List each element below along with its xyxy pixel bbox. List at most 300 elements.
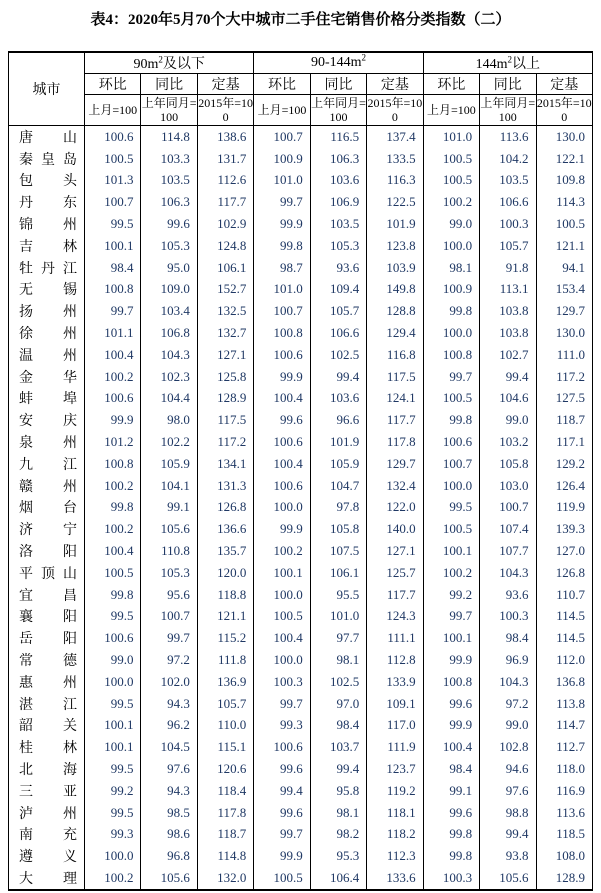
value-cell: 100.5	[423, 148, 479, 170]
value-cell: 107.5	[310, 540, 366, 562]
value-cell: 100.7	[423, 453, 479, 475]
value-cell: 94.3	[141, 693, 197, 715]
value-cell: 103.9	[367, 257, 423, 279]
value-cell: 118.1	[367, 802, 423, 824]
value-cell: 99.9	[423, 715, 479, 737]
city-cell	[9, 736, 85, 758]
value-cell: 140.0	[367, 518, 423, 540]
value-cell: 99.6	[423, 802, 479, 824]
value-cell: 128.9	[536, 867, 593, 890]
value-cell: 99.4	[254, 780, 310, 802]
city-column-header: 城市	[9, 52, 85, 126]
value-cell: 100.5	[423, 170, 479, 192]
value-cell: 118.5	[536, 824, 593, 846]
value-cell: 100.3	[480, 213, 536, 235]
value-cell: 99.7	[423, 606, 479, 628]
value-cell: 136.6	[197, 518, 253, 540]
value-cell: 97.6	[480, 780, 536, 802]
value-cell: 116.9	[536, 780, 593, 802]
value-cell: 103.5	[141, 170, 197, 192]
city-name: 常 德	[19, 654, 77, 670]
value-cell: 117.7	[367, 584, 423, 606]
value-cell: 100.2	[85, 475, 141, 497]
value-cell: 100.2	[85, 867, 141, 890]
city-name: 三 亚	[19, 784, 77, 800]
value-cell: 99.2	[423, 584, 479, 606]
value-cell: 116.8	[367, 344, 423, 366]
value-cell: 100.6	[85, 627, 141, 649]
city-name: 岳 阳	[19, 632, 77, 648]
city-cell	[9, 758, 85, 780]
value-cell: 100.5	[254, 606, 310, 628]
value-cell: 100.2	[85, 518, 141, 540]
value-cell: 98.8	[480, 802, 536, 824]
value-cell: 93.8	[480, 845, 536, 867]
table-row	[9, 845, 593, 867]
value-cell: 107.7	[480, 540, 536, 562]
value-cell: 100.1	[254, 562, 310, 584]
value-cell: 133.5	[367, 148, 423, 170]
value-cell: 105.7	[480, 235, 536, 257]
value-cell: 98.0	[141, 409, 197, 431]
value-cell: 94.6	[480, 758, 536, 780]
value-cell: 99.0	[480, 715, 536, 737]
value-cell: 100.1	[423, 627, 479, 649]
value-cell: 116.5	[310, 126, 366, 148]
value-cell: 131.3	[197, 475, 253, 497]
value-cell: 127.1	[197, 344, 253, 366]
value-cell: 105.9	[310, 453, 366, 475]
value-cell: 103.6	[310, 170, 366, 192]
value-cell: 100.1	[85, 235, 141, 257]
value-cell: 118.4	[197, 780, 253, 802]
table-row	[9, 475, 593, 497]
city-cell	[9, 649, 85, 671]
value-cell: 117.2	[197, 431, 253, 453]
value-cell: 101.0	[254, 170, 310, 192]
base-header-2015: 2015年=10 0	[536, 95, 592, 124]
value-cell: 115.1	[197, 736, 253, 758]
value-cell: 121.1	[197, 606, 253, 628]
value-cell: 99.5	[423, 497, 479, 519]
value-cell: 124.1	[367, 388, 423, 410]
value-cell: 132.0	[197, 867, 253, 890]
city-name: 北 海	[19, 763, 77, 778]
value-cell: 105.3	[310, 235, 366, 257]
value-cell: 96.6	[310, 409, 366, 431]
value-cell: 100.0	[423, 475, 479, 497]
value-cell: 99.8	[85, 497, 141, 519]
value-cell: 100.5	[85, 148, 141, 170]
value-cell: 125.7	[367, 562, 423, 584]
table-row	[9, 409, 593, 431]
value-cell: 99.7	[254, 693, 310, 715]
city-cell	[9, 300, 85, 322]
city-cell	[9, 213, 85, 235]
value-cell: 110.0	[197, 715, 253, 737]
metric-header-base: 定基	[536, 74, 593, 95]
value-cell: 104.7	[310, 475, 366, 497]
value-cell: 102.5	[310, 671, 366, 693]
city-name: 锦 州	[19, 218, 77, 234]
city-cell	[9, 279, 85, 301]
value-cell: 100.6	[85, 388, 141, 410]
value-cell: 117.2	[536, 366, 593, 388]
value-cell: 117.7	[367, 409, 423, 431]
value-cell: 100.4	[85, 344, 141, 366]
value-cell: 95.8	[310, 780, 366, 802]
table-row	[9, 824, 593, 846]
value-cell: 104.5	[141, 736, 197, 758]
city-cell	[9, 606, 85, 628]
value-cell: 101.3	[85, 170, 141, 192]
metric-header-mom: 环比	[254, 74, 310, 95]
value-cell: 100.7	[85, 191, 141, 213]
table-row	[9, 715, 593, 737]
value-cell: 149.8	[367, 279, 423, 301]
value-cell: 100.8	[254, 322, 310, 344]
city-name: 济 宁	[19, 523, 77, 539]
value-cell: 105.7	[310, 300, 366, 322]
value-cell: 95.0	[141, 257, 197, 279]
value-cell: 132.4	[367, 475, 423, 497]
value-cell: 113.6	[536, 802, 593, 824]
value-cell: 100.9	[254, 148, 310, 170]
value-cell: 106.4	[310, 867, 366, 890]
city-name: 桂 林	[19, 741, 77, 757]
metric-header-yoy: 同比	[310, 74, 366, 95]
value-cell: 111.8	[197, 649, 253, 671]
value-cell: 122.5	[367, 191, 423, 213]
value-cell: 110.7	[536, 584, 593, 606]
group-header-90-below: $90m^2$及以下	[85, 52, 254, 74]
value-cell: 133.9	[367, 671, 423, 693]
value-cell: 99.0	[85, 649, 141, 671]
value-cell: 119.2	[367, 780, 423, 802]
value-cell: 104.6	[480, 388, 536, 410]
city-name: 九 江	[19, 457, 77, 473]
value-cell: 99.6	[254, 409, 310, 431]
value-cell: 109.1	[367, 693, 423, 715]
table-row	[9, 170, 593, 192]
value-cell: 103.0	[480, 475, 536, 497]
value-cell: 95.5	[310, 584, 366, 606]
city-name: 宜 昌	[19, 588, 77, 604]
value-cell: 99.9	[254, 366, 310, 388]
table-row	[9, 300, 593, 322]
price-index-table	[8, 51, 593, 891]
value-cell: 98.4	[310, 715, 366, 737]
city-cell	[9, 824, 85, 846]
metric-header-yoy: 同比	[141, 74, 197, 95]
value-cell: 100.7	[480, 497, 536, 519]
value-cell: 100.1	[423, 540, 479, 562]
value-cell: 100.0	[254, 584, 310, 606]
value-cell: 134.1	[197, 453, 253, 475]
value-cell: 99.7	[254, 191, 310, 213]
value-cell: 153.4	[536, 279, 593, 301]
value-cell: 102.9	[197, 213, 253, 235]
value-cell: 137.4	[367, 126, 423, 148]
value-cell: 100.4	[423, 736, 479, 758]
table-row	[9, 366, 593, 388]
base-header-prev-month: 上月=100	[85, 95, 141, 126]
value-cell: 101.0	[254, 279, 310, 301]
value-cell: 117.5	[197, 409, 253, 431]
value-cell: 99.8	[254, 235, 310, 257]
city-cell	[9, 562, 85, 584]
value-cell: 106.1	[310, 562, 366, 584]
city-cell	[9, 388, 85, 410]
value-cell: 98.4	[423, 758, 479, 780]
value-cell: 112.8	[367, 649, 423, 671]
value-cell: 123.8	[367, 235, 423, 257]
city-name: 蚌 埠	[19, 392, 77, 408]
value-cell: 101.0	[310, 606, 366, 628]
value-cell: 100.0	[85, 845, 141, 867]
value-cell: 104.2	[480, 148, 536, 170]
value-cell: 117.7	[197, 191, 253, 213]
value-cell: 114.3	[536, 191, 593, 213]
value-cell: 106.1	[197, 257, 253, 279]
value-cell: 98.2	[310, 824, 366, 846]
value-cell: 99.9	[254, 845, 310, 867]
table-row	[9, 649, 593, 671]
value-cell: 98.4	[480, 627, 536, 649]
table-row	[9, 693, 593, 715]
value-cell: 114.8	[141, 126, 197, 148]
value-cell: 98.1	[310, 649, 366, 671]
value-cell: 100.8	[423, 671, 479, 693]
city-cell	[9, 780, 85, 802]
value-cell: 99.3	[254, 715, 310, 737]
value-cell: 100.0	[254, 649, 310, 671]
value-cell: 122.0	[367, 497, 423, 519]
city-cell	[9, 409, 85, 431]
value-cell: 100.6	[254, 475, 310, 497]
base-header-2015: 2015年=10 0	[367, 95, 423, 124]
value-cell: 100.3	[254, 671, 310, 693]
city-name: 秦 皇 岛	[19, 152, 77, 168]
value-cell: 113.6	[480, 126, 536, 148]
value-cell: 99.9	[254, 518, 310, 540]
table-row	[9, 780, 593, 802]
city-cell	[9, 344, 85, 366]
value-cell: 99.7	[423, 366, 479, 388]
value-cell: 100.4	[254, 453, 310, 475]
city-name: 唐 山	[19, 130, 77, 146]
value-cell: 98.1	[423, 257, 479, 279]
value-cell: 100.5	[85, 562, 141, 584]
value-cell: 129.4	[367, 322, 423, 344]
value-cell: 99.5	[85, 606, 141, 628]
city-name: 金 华	[19, 370, 77, 386]
table-row	[9, 758, 593, 780]
table-row	[9, 235, 593, 257]
base-header-prev-month: 上月=100	[254, 95, 310, 126]
city-cell	[9, 802, 85, 824]
value-cell: 110.8	[141, 540, 197, 562]
value-cell: 118.7	[536, 409, 593, 431]
value-cell: 109.8	[536, 170, 593, 192]
city-cell	[9, 257, 85, 279]
value-cell: 123.7	[367, 758, 423, 780]
value-cell: 100.4	[85, 540, 141, 562]
value-cell: 114.5	[536, 627, 593, 649]
value-cell: 91.8	[480, 257, 536, 279]
city-name: 赣 州	[19, 479, 77, 495]
value-cell: 96.8	[141, 845, 197, 867]
table-row	[9, 736, 593, 758]
value-cell: 106.9	[310, 191, 366, 213]
value-cell: 106.6	[480, 191, 536, 213]
value-cell: 101.9	[367, 213, 423, 235]
table-row	[9, 453, 593, 475]
value-cell: 111.0	[536, 344, 593, 366]
city-name: 湛 江	[19, 697, 77, 713]
value-cell: 99.4	[480, 366, 536, 388]
value-cell: 127.5	[536, 388, 593, 410]
value-cell: 98.6	[141, 824, 197, 846]
value-cell: 99.8	[423, 845, 479, 867]
value-cell: 102.5	[310, 344, 366, 366]
city-name: 襄 阳	[19, 610, 77, 626]
value-cell: 103.6	[310, 388, 366, 410]
value-cell: 103.5	[310, 213, 366, 235]
value-cell: 114.8	[197, 845, 253, 867]
table-row	[9, 257, 593, 279]
value-cell: 122.1	[536, 148, 593, 170]
value-cell: 135.7	[197, 540, 253, 562]
value-cell: 100.6	[254, 344, 310, 366]
city-cell	[9, 431, 85, 453]
value-cell: 125.8	[197, 366, 253, 388]
value-cell: 126.4	[536, 475, 593, 497]
city-cell	[9, 475, 85, 497]
value-cell: 132.7	[197, 322, 253, 344]
value-cell: 100.3	[423, 867, 479, 890]
value-cell: 94.1	[536, 257, 593, 279]
value-cell: 100.5	[423, 388, 479, 410]
table-row	[9, 627, 593, 649]
city-name: 遵 义	[19, 850, 77, 866]
city-name: 无 锡	[19, 283, 77, 299]
value-cell: 100.6	[423, 431, 479, 453]
value-cell: 100.8	[85, 279, 141, 301]
value-cell: 121.1	[536, 235, 593, 257]
value-cell: 108.0	[536, 845, 593, 867]
value-cell: 104.1	[141, 475, 197, 497]
value-cell: 99.0	[480, 409, 536, 431]
value-cell: 100.2	[254, 540, 310, 562]
value-cell: 105.7	[197, 693, 253, 715]
city-cell	[9, 693, 85, 715]
value-cell: 99.6	[254, 802, 310, 824]
value-cell: 100.8	[423, 344, 479, 366]
city-name: 惠 州	[19, 675, 77, 691]
value-cell: 94.3	[141, 780, 197, 802]
city-cell	[9, 366, 85, 388]
value-cell: 117.8	[197, 802, 253, 824]
metric-header-row	[9, 74, 593, 95]
value-cell: 130.0	[536, 322, 593, 344]
value-cell: 98.7	[254, 257, 310, 279]
value-cell: 105.6	[141, 518, 197, 540]
city-cell	[9, 191, 85, 213]
value-cell: 117.1	[536, 431, 593, 453]
value-cell: 97.0	[310, 693, 366, 715]
value-cell: 100.7	[254, 126, 310, 148]
table-row	[9, 213, 593, 235]
value-cell: 114.5	[536, 606, 593, 628]
table-row	[9, 606, 593, 628]
value-cell: 113.1	[480, 279, 536, 301]
value-cell: 118.2	[367, 824, 423, 846]
value-cell: 117.0	[367, 715, 423, 737]
value-cell: 99.3	[85, 824, 141, 846]
value-cell: 97.6	[141, 758, 197, 780]
value-cell: 104.4	[141, 388, 197, 410]
base-header-2015: 2015年=10 0	[198, 95, 253, 124]
table-row	[9, 279, 593, 301]
metric-header-base: 定基	[197, 74, 253, 95]
city-name: 扬 州	[19, 305, 77, 321]
value-cell: 96.9	[480, 649, 536, 671]
value-cell: 128.8	[367, 300, 423, 322]
group-header-144-above: $144m^2$以上	[423, 52, 592, 74]
value-cell: 105.8	[480, 453, 536, 475]
table-row	[9, 388, 593, 410]
value-cell: 103.5	[480, 170, 536, 192]
value-cell: 93.6	[310, 257, 366, 279]
value-cell: 124.3	[367, 606, 423, 628]
value-cell: 97.2	[141, 649, 197, 671]
metric-header-mom: 环比	[423, 74, 479, 95]
value-cell: 102.8	[480, 736, 536, 758]
value-cell: 98.4	[85, 257, 141, 279]
value-cell: 152.7	[197, 279, 253, 301]
value-cell: 102.3	[141, 366, 197, 388]
city-name: 南 充	[19, 828, 77, 844]
table-row	[9, 191, 593, 213]
city-cell	[9, 170, 85, 192]
value-cell: 100.5	[423, 518, 479, 540]
value-cell: 132.5	[197, 300, 253, 322]
table-row	[9, 518, 593, 540]
value-cell: 99.5	[85, 802, 141, 824]
base-period-header-row	[9, 95, 593, 126]
table-header	[9, 52, 593, 126]
value-cell: 138.6	[197, 126, 253, 148]
value-cell: 131.7	[197, 148, 253, 170]
city-name: 徐 州	[19, 327, 77, 343]
value-cell: 99.4	[310, 366, 366, 388]
city-cell	[9, 867, 85, 890]
value-cell: 99.8	[423, 300, 479, 322]
value-cell: 99.1	[141, 497, 197, 519]
value-cell: 100.4	[254, 627, 310, 649]
city-cell	[9, 584, 85, 606]
value-cell: 104.3	[480, 671, 536, 693]
value-cell: 103.4	[141, 300, 197, 322]
value-cell: 99.5	[85, 758, 141, 780]
value-cell: 99.6	[423, 693, 479, 715]
value-cell: 136.9	[197, 671, 253, 693]
value-cell: 128.9	[197, 388, 253, 410]
table-row	[9, 322, 593, 344]
table-row	[9, 497, 593, 519]
value-cell: 97.7	[310, 627, 366, 649]
